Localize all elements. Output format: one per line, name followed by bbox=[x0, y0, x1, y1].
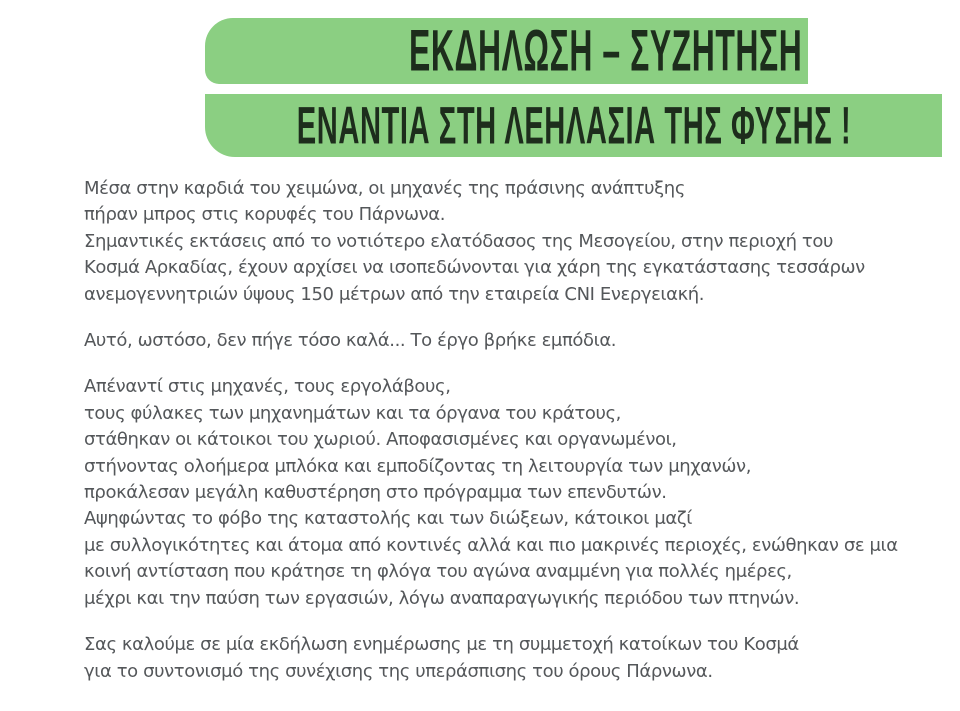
poster-title-line1: ΕΚΔΗΛΩΣΗ – ΣΥΖΗΤΗΣΗ bbox=[408, 17, 802, 84]
text-line: τους φύλακες των μηχανημάτων και τα όργανα του κράτους, bbox=[84, 402, 622, 424]
text-line: κοινή αντίσταση που κράτησε τη φλόγα του αγώνα αναμμένη για πολλές ημέρες, bbox=[84, 561, 792, 583]
body-text bbox=[84, 176, 940, 705]
header-banner-bottom bbox=[205, 94, 942, 157]
text-line: Σας καλούμε σε μία εκδήλωση ενημέρωσης με τη συμμετοχή κατοίκων του Κοσμά bbox=[84, 634, 799, 656]
text-line: Αυτό, ωστόσο, δεν πήγε τόσο καλά... Το έργο βρήκε εμπόδια. bbox=[84, 330, 617, 352]
text-line: στάθηκαν οι κάτοικοι του χωριού. Αποφασισμένες και οργανωμένοι, bbox=[84, 429, 677, 451]
poster-title-line2: ΕΝΑΝΤΙΑ ΣΤΗ ΛΕΗΛΑΣΙΑ ΤΗΣ ΦΥΣΗΣ ! bbox=[296, 95, 851, 156]
text-line: Απέναντί στις μηχανές, τους εργολάβους, bbox=[84, 376, 451, 398]
text-line: Κοσμά Αρκαδίας, έχουν αρχίσει να ισοπεδώνονται για χάρη της εγκατάστασης τεσσάρων bbox=[84, 257, 865, 279]
text-line: με συλλογικότητες και άτομα από κοντινές αλλά και πιο μακρινές περιοχές, ενώθηκαν σε μια bbox=[84, 534, 898, 556]
text-line: προκάλεσαν μεγάλη καθυστέρηση στο πρόγραμμα των επενδυτών. bbox=[84, 482, 667, 504]
text-line: για το συντονισμό της συνέχισης της υπεράσπισης του όρους Πάρνωνα. bbox=[84, 660, 713, 682]
header-banner-top bbox=[205, 18, 808, 84]
text-line: ανεμογεννητριών ύψους 150 μέτρων από την εταιρεία CNI Ενεργειακή. bbox=[84, 283, 705, 305]
paragraph bbox=[84, 328, 940, 354]
text-line: Μέσα στην καρδιά του χειμώνα, οι μηχανές της πράσινης ανάπτυξης bbox=[84, 178, 685, 199]
paragraph bbox=[84, 374, 940, 612]
paragraph bbox=[84, 632, 940, 685]
text-line: στήνοντας ολοήμερα μπλόκα και εμποδίζοντας τη λειτουργία των μηχανών, bbox=[84, 455, 752, 477]
text-line: πήραν μπρος στις κορυφές του Πάρνωνα. bbox=[84, 204, 446, 226]
text-line: Αψηφώντας το φόβο της καταστολής και των διώξεων, κάτοικοι μαζί bbox=[84, 508, 692, 530]
text-line: μέχρι και την παύση των εργασιών, λόγω αναπαραγωγικής περιόδου των πτηνών. bbox=[84, 587, 800, 609]
text-line: Σημαντικές εκτάσεις από το νοτιότερο ελατόδασος της Μεσογείου, στην περιοχή του bbox=[84, 230, 833, 252]
paragraph bbox=[84, 176, 940, 308]
